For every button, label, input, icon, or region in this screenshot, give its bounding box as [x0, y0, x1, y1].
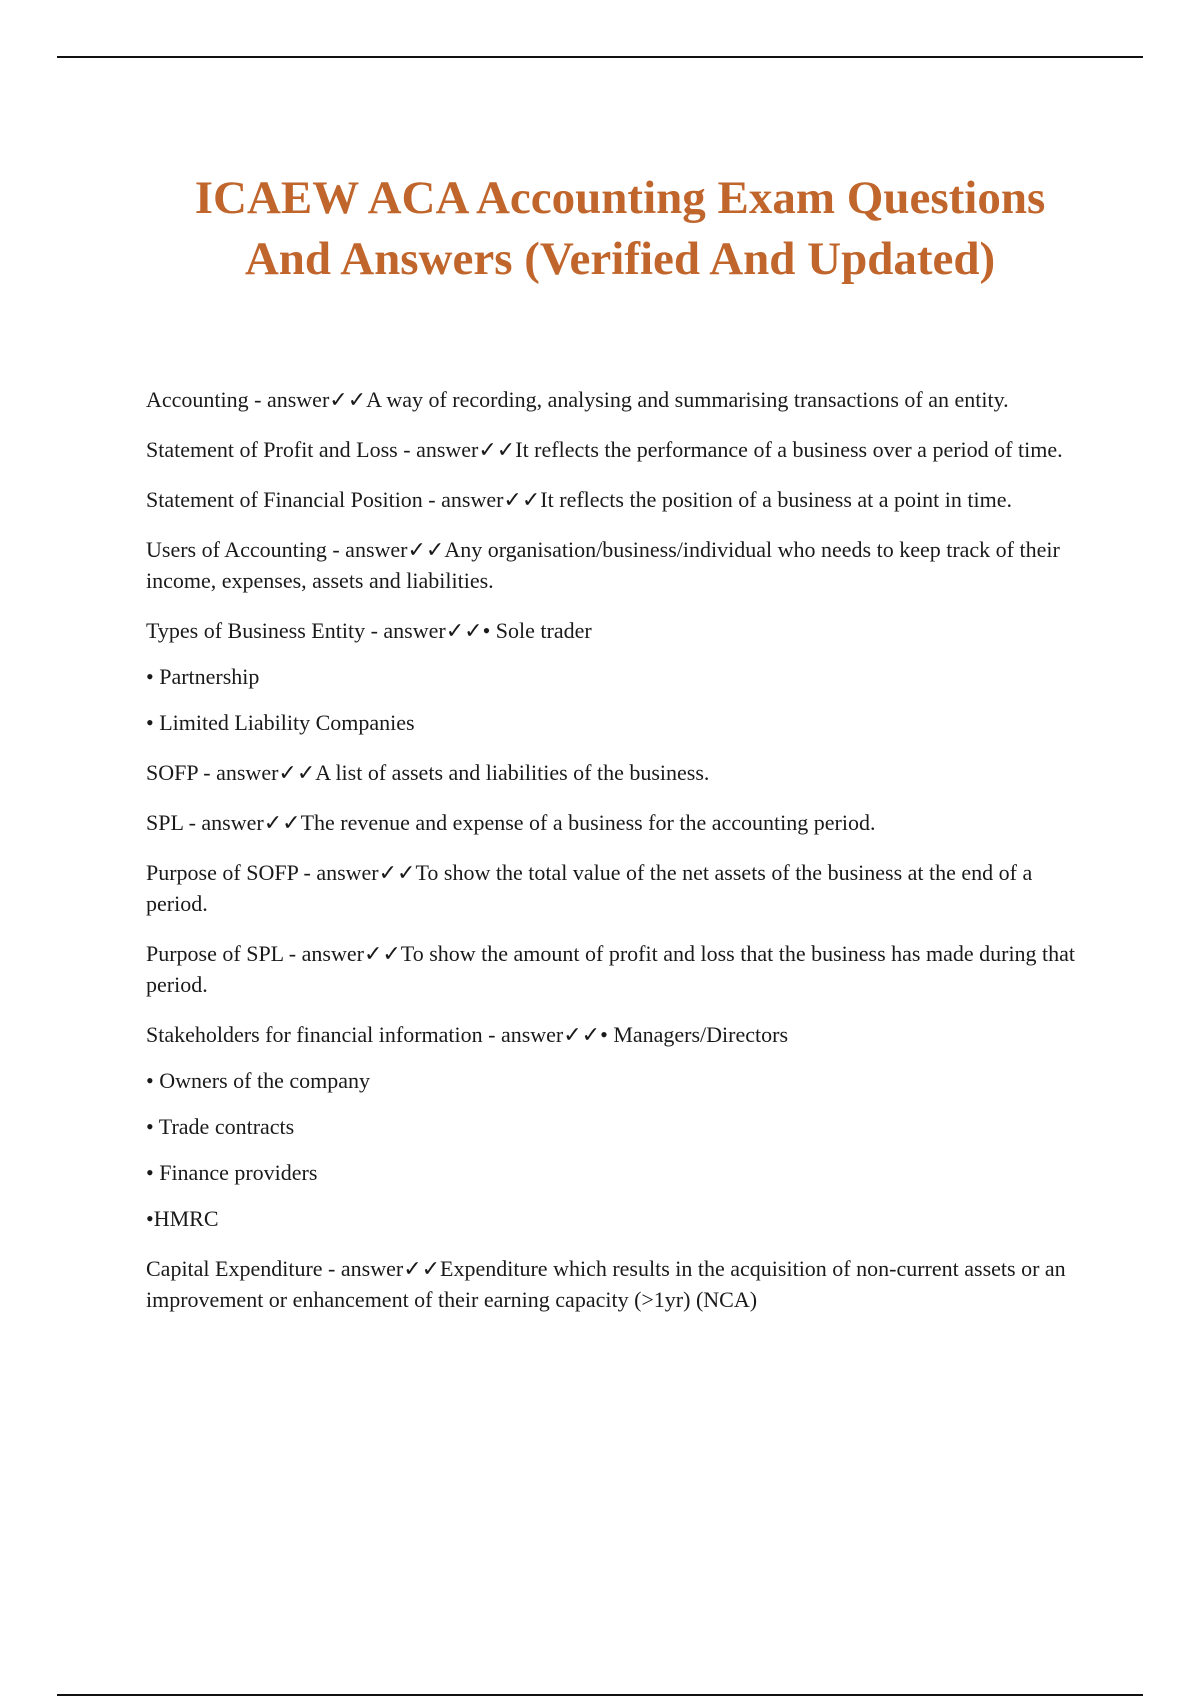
qa-entry-accounting: Accounting - answer✓✓A way of recording, analysing and summarising transactions of an entity.	[146, 387, 1009, 412]
list-item-hmrc: •HMRC	[146, 1206, 219, 1231]
qa-entry-profit-and-loss: Statement of Profit and Loss - answer✓✓It reflects the performance of a business over a period of time.	[146, 437, 1063, 462]
qa-entry-users-of-accounting: Users of Accounting - answer✓✓Any organisation/business/individual who needs to keep track of their income, expenses, assets and liabilities.	[146, 537, 1060, 593]
list-item-owners: • Owners of the company	[146, 1068, 370, 1093]
qa-entry-purpose-spl: Purpose of SPL - answer✓✓To show the amount of profit and loss that the business has made during that period.	[146, 941, 1076, 997]
top-rule	[57, 56, 1143, 58]
list-item-partnership: • Partnership	[146, 664, 260, 689]
bottom-rule	[57, 1694, 1143, 1696]
qa-entry-capital-expenditure: Capital Expenditure - answer✓✓Expenditure which results in the acquisition of non-current assets or an improvement or enhancement of their earning capacity (>1yr) (NCA)	[146, 1256, 1066, 1312]
qa-entry-sofp: SOFP - answer✓✓A list of assets and liabilities of the business.	[146, 760, 710, 785]
document-title	[80, 168, 1160, 290]
qa-entry-spl: SPL - answer✓✓The revenue and expense of a business for the accounting period.	[146, 810, 876, 835]
document-title-line-1: ICAEW ACA Accounting Exam Questions	[194, 172, 1046, 224]
qa-entry-purpose-sofp: Purpose of SOFP - answer✓✓To show the total value of the net assets of the business at the end of a period.	[146, 860, 1033, 916]
document-title-line-2: And Answers (Verified And Updated)	[244, 233, 996, 285]
list-item-limited-liability: • Limited Liability Companies	[146, 710, 415, 735]
list-item-finance-providers: • Finance providers	[146, 1160, 318, 1185]
qa-entry-financial-position: Statement of Financial Position - answer✓✓It reflects the position of a business at a point in time.	[146, 487, 1012, 512]
qa-list	[146, 384, 1086, 1334]
qa-entry-business-entity-types: Types of Business Entity - answer✓✓• Sole trader	[146, 618, 592, 643]
list-item-trade-contracts: • Trade contracts	[146, 1114, 295, 1139]
qa-entry-stakeholders: Stakeholders for financial information - answer✓✓• Managers/Directors	[146, 1022, 789, 1047]
